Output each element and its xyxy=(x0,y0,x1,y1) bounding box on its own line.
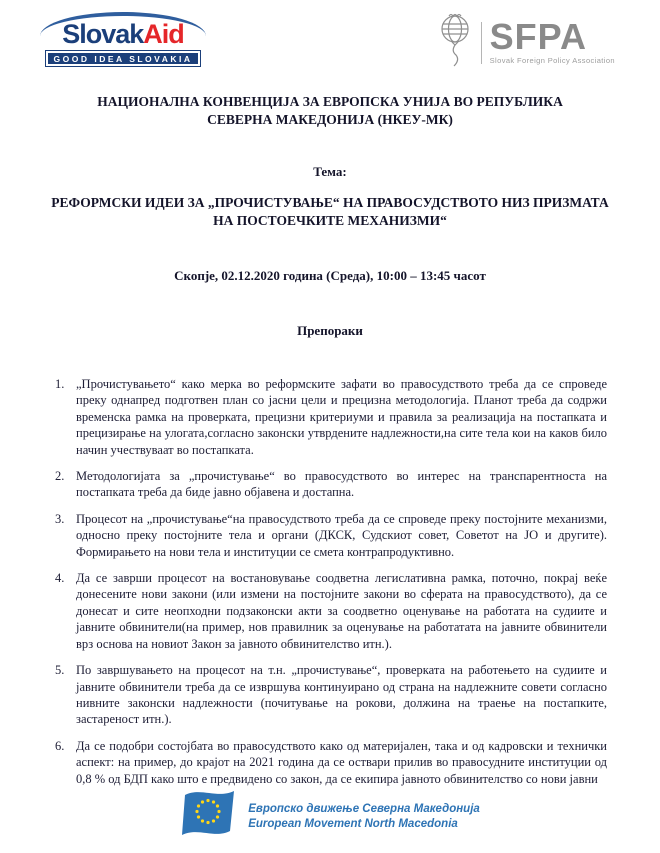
list-item-text: Да се заврши процесот на востановување соодветна легислативна рамка, поточно, покрај веќе донесените нови закони (или измени на постојните закони во сферата на правосудството), да се донесат и сите неопходни подзаконски акти за соодветно оценување на работата на судиите и јавните обвинители(на пример, нов правилник за оценување на работатата на јавните обвинители врз основа на новиот Закон за јавното обвинителство итн.). xyxy=(76,571,607,651)
footer xyxy=(0,786,660,847)
slovakaid-logo xyxy=(38,10,208,67)
eu-flag-icon xyxy=(180,786,238,847)
recommendations-list xyxy=(55,376,607,787)
list-item-number: 5. xyxy=(55,663,65,678)
sfpa-logo xyxy=(435,12,615,73)
list-item-number: 3. xyxy=(55,511,65,526)
list-item xyxy=(55,376,607,458)
recommendations-heading: Препораки xyxy=(297,323,363,338)
list-item-text: По завршувањето на процесот на т.н. „прочистување“, проверката на работењето на судиите и јавните обвинители треба да се извршува континуирано од страна на надлежните совети согласно нивните законски надлежности (почитување на рокови, должина на траење на постапките, застареност итн.). xyxy=(76,663,607,727)
sfpa-acronym: SFPA xyxy=(489,16,587,58)
sfpa-divider xyxy=(481,22,482,64)
document-title: НАЦИОНАЛНА КОНВЕНЦИЈА ЗА ЕВРОПСКА УНИЈА ВО РЕПУБЛИКА СЕВЕРНА МАКЕДОНИЈА (НКЕУ-МК) xyxy=(97,94,563,127)
sfpa-subtitle: Slovak Foreign Policy Association xyxy=(489,55,615,65)
footer-org-names xyxy=(248,802,480,831)
list-item-text: Процесот на „прочистување“на правосудството треба да се спроведе преку постојните механизми, односно преку постојните тела и органи (ДКСК, Судскиот совет, Советот на ЈО и другите). Формирањето на нови тела и институции се смета контрапродуктивно. xyxy=(76,511,607,559)
list-item-text: Да се подобри состојбата во правосудството како од материјален, така и од кадровски и технички аспект: на пример, до крајот на 2021 година да се оствари прилив во правосудните институции од 0,8 % од БДП како што е предвидено со закон, да се екипира јавното обвинителство со нови јавни xyxy=(76,738,607,786)
list-item-number: 2. xyxy=(55,469,65,484)
list-item-number: 1. xyxy=(55,377,65,391)
slovakaid-wordmark xyxy=(38,20,208,48)
document-subtitle: РЕФОРМСКИ ИДЕИ ЗА „ПРОЧИСТУВАЊЕ“ НА ПРАВОСУДСТВОТО НИЗ ПРИЗМАТА НА ПОСТОЕЧКИТЕ МЕХАНИЗМИ“ xyxy=(51,195,609,228)
list-item-number: 4. xyxy=(55,571,65,586)
sfpa-text-block xyxy=(489,16,615,65)
list-item-text: Методологијата за „прочистување“ во правосудството во интерес на транспарентноста на постапката треба да биде јавно објавена и достапна. xyxy=(76,469,607,500)
list-item xyxy=(55,511,607,560)
footer-org-mk: Европско движење Северна Македонија xyxy=(248,803,480,815)
list-item-number: 6. xyxy=(55,738,65,753)
list-item xyxy=(55,738,607,787)
slovakaid-tagline: GOOD IDEA SLOVAKIA xyxy=(45,50,202,67)
list-item xyxy=(55,662,607,728)
list-item xyxy=(55,570,607,652)
header-logo-row xyxy=(0,0,660,73)
slovakaid-wordmark-aid: Aid xyxy=(143,19,184,49)
sfpa-globe-balloon-icon xyxy=(435,12,475,73)
footer-org-en: European Movement North Macedonia xyxy=(248,817,458,830)
theme-label: Тема: xyxy=(313,164,347,179)
event-date-line: Скопје, 02.12.2020 година (Среда), 10:00 – 13:45 часот xyxy=(174,268,486,283)
list-item xyxy=(55,468,607,501)
list-item-text: „Прочистувањето“ како мерка во реформските зафати во правосудството треба да се спроведе преку однапред подготвен план со јасни цели и прецизна методологија. Планот треба да содржи временска рамка на проверката, прецизни критериуми и правила за реализација на постапката и прецизирање на улогата,согласно законски утврдените надлежности,на сите тела кои на каков било начин учествуваат во постапката. xyxy=(76,377,607,457)
slovakaid-wordmark-slovak: Slovak xyxy=(62,19,144,49)
